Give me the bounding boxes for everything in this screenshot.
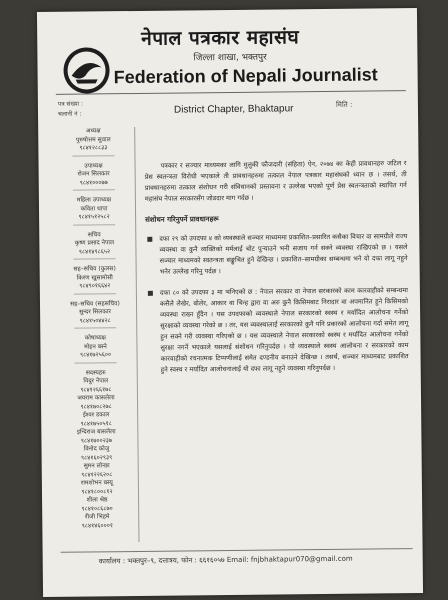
federation-emblem-icon	[61, 45, 112, 96]
member-line: सुमन लोन्छा	[83, 462, 110, 470]
member-line: ९८४१२६६१७८	[80, 385, 112, 394]
org-title-english: Federation of Nepali Journalist	[113, 64, 378, 88]
member-role: सचिव	[87, 230, 101, 238]
member-line: ९८४१२८८३३	[79, 144, 108, 152]
member-line: ९८४१७००२३७	[80, 436, 113, 445]
member-role: अध्यक्ष	[85, 127, 101, 135]
member-line: रोजन सिलकार	[77, 170, 110, 178]
member-line: रामशोभन बस्यू	[80, 479, 113, 487]
member-role: उपाध्यक्ष	[84, 161, 103, 170]
member-line: कृष्ण प्रसाद नेपाल	[74, 239, 115, 247]
member-line: विनोद कोजु	[83, 445, 110, 453]
org-title-nepali: नेपाल पत्रकार महासंघ	[141, 26, 300, 50]
member-line: विदुर नेपाल	[83, 377, 109, 385]
member-line: जयराम कासलेला	[77, 394, 115, 402]
member-line: ९८४१०८६८७०	[81, 504, 113, 513]
member-role: सदस्यहरु	[85, 368, 106, 377]
committee-sidebar	[52, 127, 139, 543]
member-line: रीजी भिहमे	[84, 513, 110, 521]
letter-body	[145, 158, 409, 386]
member-list-entry	[55, 368, 139, 530]
member-line: ९८४१६०२९३९	[80, 453, 113, 462]
member-line: पुरुषोत्तम सुवाल	[75, 135, 111, 144]
member-line: ९८४१८००८१२	[81, 487, 113, 496]
reference-block	[58, 100, 83, 120]
provision-text: दफा ८० को उपदफा ३ मा भनिएको छ : नेपाल सरकार वा नेपाल सरकारको काम कारवाहीको सम्बन्धमा कसैले लेखेर, बोलेर, आकार वा चिन्ह द्वारा वा अरु कुनै किसिमबाट निरादार वा अपमानित हुने किसिमको व्यवस्था राख्न हुँदैन । यस उपदफाको व्यवस्थाले नेपाल सरकारको स्वस्थ र मर्यादित आलोचना गर्नेको सुरक्षाको व्यवस्था गरेको छ । तर, यस व्यवस्थालाई सरकारको कुनै पनि प्रकारको आलोचना गर्दा समेत लागू हुन सक्ने गरी व्यवस्था गरिएको छ । यस व्यवस्थाले नेपाल सरकारको स्वस्थ र मर्यादित आलोचना गर्नेको सुरक्षा नगर्ने भएकाले यसलाई संशोधन गरिनुपर्दछ । यो व्यवस्थाले स्वस्थ आलोचना र सरकारको काम कारवाहीको रचनात्मक टिप्पणीलाई समेत दण्डनीय बनाउने देखिन्छ । तसर्थ, सञ्चार माध्यमबाट प्रकाशित हुने स्वस्थ र मर्यादित आलोचनालाई यो दफा लागू नहुने व्यवस्था गरिनुपर्दछ ।	[159, 286, 409, 374]
member-divider	[74, 293, 116, 294]
org-subtitle-nepali: जिल्ला शाखा, भक्तपुर	[193, 52, 267, 64]
section-heading: संशोधन गरिनुपर्ने प्रावधानहरू	[145, 215, 219, 224]
member-line: मोहन बस्ने	[84, 342, 107, 351]
member-line: ९८४१२२६२०८	[81, 470, 113, 479]
member-divider	[73, 189, 115, 190]
member-line: ९८४१४९८६५२	[78, 247, 111, 256]
member-divider	[72, 155, 114, 156]
member-entry	[53, 230, 135, 259]
member-role: सह–सचिव (सहसचिव)	[70, 299, 120, 308]
footer-divider	[61, 548, 413, 553]
member-line: ९८४१७२५६००	[79, 351, 112, 359]
ref-number-label: पत्र संख्या :	[57, 100, 84, 108]
member-line: ९८४१०००७७	[79, 178, 108, 187]
member-entry	[53, 196, 135, 225]
member-divider	[74, 327, 116, 328]
bullet-icon	[148, 291, 153, 296]
member-line: शीला श्रेष्ठ	[86, 496, 108, 504]
member-line: इन्दिराज बासलेला	[76, 428, 116, 436]
member-line: ९८४१५०४४२८	[79, 316, 111, 325]
member-entry	[54, 334, 136, 363]
letterhead-page	[37, 8, 423, 597]
member-line: ९८४१७०८२७८	[80, 402, 112, 411]
footer-contact: कार्यालय : भक्तपुर–९, दत्तात्रय, फोन : ६६१६०५७ Email: fnjbhaktapur070@gmail.com	[98, 554, 353, 566]
provision-item	[146, 285, 409, 376]
member-line: ९८४१४६०००१	[81, 521, 113, 530]
member-line: किरण खुसामोसी	[76, 273, 113, 282]
member-entry	[53, 161, 135, 190]
member-line: ईश्वर डकाल	[82, 411, 110, 419]
member-divider	[73, 224, 115, 225]
district-chapter: District Chapter, Bhaktapur	[173, 103, 294, 116]
member-line: ९८४१७५०५१८	[80, 419, 112, 428]
chalani-label: चलानी नं :	[57, 110, 82, 118]
date-label: मिति :	[335, 100, 353, 109]
member-entry	[54, 299, 136, 328]
member-line: ९८४१५१२५८२	[78, 213, 110, 221]
provision-text: दफा २९ को उपदफा ४ को व्यवस्थाले सञ्चार माध्यममा प्रकाशित–प्रसारित कसैका विचार वा सामग्रीले राज्य व्यवस्था वा कुनै व्यक्तिको मर्मलाई चोट पुऱ्याउने भनी सजाय गर्न सक्ने व्यवस्था राखिएको छ । यसले सञ्चार माध्यमको स्वतन्त्रता सङ्कुचित हुने देखिन्छ । प्रकाशित–सामग्रीका सम्बन्धमा भने यो दफा लागू नहुने भनेर उल्लेख गरिनु पर्दछ ।	[159, 232, 408, 276]
member-divider	[74, 258, 116, 259]
member-role: कोषाध्यक्ष	[84, 334, 107, 342]
intro-paragraph: पत्रकार र सञ्चार माध्यमका लागि मुलुकी फौजदारी (संहिता) ऐन, २०७४ का केही प्रावधानहरु जटिल र प्रेस स्वतन्त्रता विरोधी भएकाले ती प्रावधानहरुमा तत्काल नेपाल पत्रकार महासंघको ध्यान छ । तसर्थ, ती प्रावधानहरुमा तत्काल संशोधन गरी संविधानको प्रस्तावना र उल्लेख भएको पूर्ण प्रेस स्वतन्त्रताको स्थापित गर्न महासंघ नेपाल सरकारसँग जोडदार माग गर्दछ ।	[144, 159, 407, 203]
member-entry	[54, 265, 136, 294]
member-role: महिला उपाध्यक्ष	[76, 196, 112, 204]
provision-item	[145, 231, 407, 278]
member-divider	[75, 362, 117, 363]
member-line: कविता थापा	[80, 204, 108, 213]
member-line: ९८४९०१६६४२	[79, 282, 111, 290]
bullet-icon	[147, 237, 152, 242]
member-entry	[52, 127, 134, 156]
member-role: सह–सचिव (कुलस)	[73, 265, 116, 273]
member-line: सुन्दर सिलकार	[79, 308, 112, 316]
